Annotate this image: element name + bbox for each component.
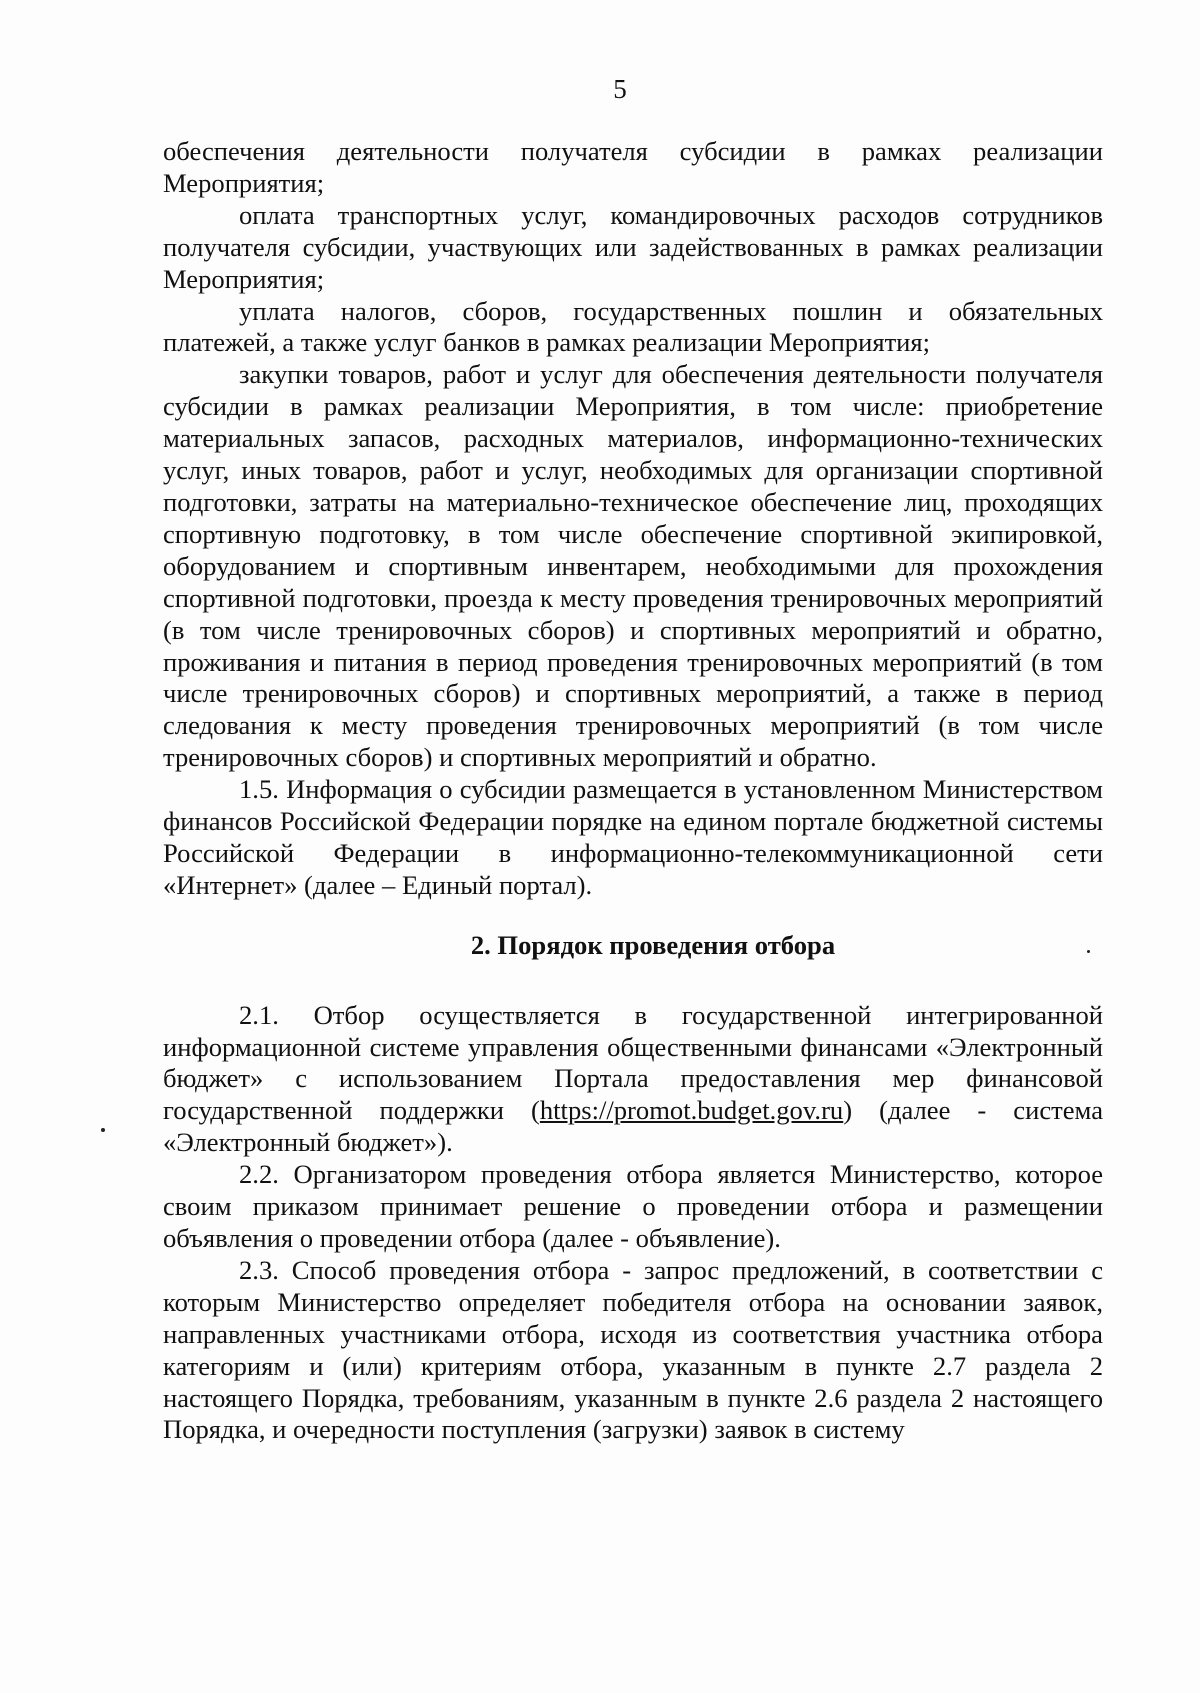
- paragraph-purchases: закупки товаров, работ и услуг для обеспечения деятельности получателя субсидии в рамках реализации Мероприятия, в том числе: приобретение материальных запасов, расходных материалов, информационно-технических услуг, иных товаров, работ и услуг, необходимых для организации спортивной подготовки, затраты на материально-техническое обеспечение лиц, проходящих спортивную подготовку, в том числе обеспечение спортивной экипировкой, оборудованием и спортивным инвентарем, необходимыми для прохождения спортивной подготовки, проезда к месту проведения тренировочных мероприятий (в том числе тренировочных сборов) и спортивных мероприятий и обратно, проживания и питания в период проведения тренировочных мероприятий (в том числе тренировочных сборов) и спортивных мероприятий, а также в период следования к месту проведения тренировочных мероприятий (в том числе тренировочных сборов) и спортивных мероприятий и обратно.: [163, 359, 1103, 773]
- section-heading-wrapper: [163, 902, 1103, 1000]
- paragraph-2-1: [163, 1000, 1103, 1160]
- paragraph-2-3: 2.3. Способ проведения отбора - запрос предложений, в соответствии с которым Министерство определяет победителя отбора на основании заявок, направленных участниками отбора, исходя из соответствия участника отбора категориям и (или) критериям отбора, указанным в пункте 2.7 раздела 2 настоящего Порядка, требованиям, указанным в пункте 2.6 раздела 2 настоящего Порядка, и очередности поступления (загрузки) заявок в систему: [163, 1254, 1103, 1445]
- portal-link[interactable]: https://promot.budget.gov.ru: [539, 1095, 844, 1126]
- paragraph-2-1-text: 2.1. Отбор осуществляется в государственной интегрированной информационной системе управления общественными финансами «Электронный бюджет» с использованием Портала предоставления мер финансовой государственной поддержки (: [163, 999, 1103, 1126]
- scan-speck: [101, 1128, 105, 1132]
- paragraph-2-2: 2.2. Организатором проведения отбора является Министерство, которое своим приказом принимает решение о проведении отбора и размещении объявления о проведении отбора (далее - объявление).: [163, 1159, 1103, 1253]
- scan-speck: [1087, 950, 1090, 953]
- page-number: 5: [613, 74, 627, 104]
- paragraph-2-1-tail: ) (далее - система «Электронный бюджет»).: [163, 1095, 1103, 1158]
- paragraph-continuation: обеспечения деятельности получателя субсидии в рамках реализации Мероприятия;: [163, 136, 1103, 198]
- paragraph-transport-costs: оплата транспортных услуг, командировочных расходов сотрудников получателя субсидии, участвующих или задействованных в рамках реализации Мероприятия;: [163, 199, 1103, 294]
- section-heading: 2. Порядок проведения отбора: [470, 929, 836, 960]
- document-body: [163, 136, 1103, 1446]
- paragraph-1-5: 1.5. Информация о субсидии размещается в установленном Министерством финансов Российской Федерации порядке на едином портале бюджетной системы Российской Федерации в информационно-телекоммуникационной сети «Интернет» (далее – Единый портал).: [163, 774, 1103, 900]
- paragraph-taxes: уплата налогов, сборов, государственных пошлин и обязательных платежей, а также услуг банков в рамках реализации Мероприятия;: [163, 295, 1103, 358]
